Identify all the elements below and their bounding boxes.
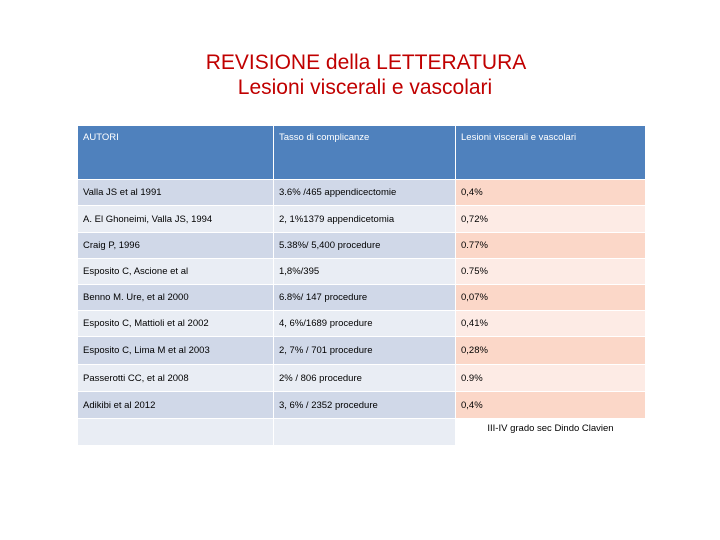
footer-empty-cell xyxy=(78,419,274,446)
lesion-rate-cell: 0,28% xyxy=(456,337,646,365)
author-cell: Craig P, 1996 xyxy=(78,233,274,259)
complication-rate-cell: 2, 7% / 701 procedure xyxy=(274,337,456,365)
complication-rate-cell: 2, 1%1379 appendicetomia xyxy=(274,206,456,233)
lesion-rate-cell: 0.9% xyxy=(456,365,646,392)
complication-rate-cell: 4, 6%/1689 procedure xyxy=(274,311,456,337)
author-cell: Passerotti CC, et al 2008 xyxy=(78,365,274,392)
table-row xyxy=(78,311,646,337)
header-complication-rate: Tasso di complicanze xyxy=(274,126,456,180)
complication-rate-cell: 5.38%/ 5,400 procedure xyxy=(274,233,456,259)
table-row xyxy=(78,233,646,259)
footer-empty-cell xyxy=(274,419,456,446)
lesion-rate-cell: 0.77% xyxy=(456,233,646,259)
slide-subtitle: Lesioni viscerali e vascolari xyxy=(237,76,493,99)
footer-note-cell: III-IV grado sec Dindo Clavien xyxy=(456,419,646,446)
author-cell: Esposito C, Ascione et al xyxy=(78,259,274,285)
author-cell: Benno M. Ure, et al 2000 xyxy=(78,285,274,311)
table-footer-row xyxy=(78,419,646,446)
author-cell: Valla JS et al 1991 xyxy=(78,180,274,206)
lesion-rate-cell: 0,4% xyxy=(456,392,646,419)
table-row xyxy=(78,337,646,365)
complication-rate-cell: 2% / 806 procedure xyxy=(274,365,456,392)
lesion-rate-cell: 0,07% xyxy=(456,285,646,311)
table-row xyxy=(78,206,646,233)
complication-rate-cell: 3.6% /465 appendicectomie xyxy=(274,180,456,206)
lesion-rate-cell: 0.75% xyxy=(456,259,646,285)
table-header-row xyxy=(78,126,646,180)
table-row xyxy=(78,259,646,285)
literature-table xyxy=(77,125,646,446)
table-row xyxy=(78,180,646,206)
lesion-rate-cell: 0,41% xyxy=(456,311,646,337)
lesion-rate-cell: 0,4% xyxy=(456,180,646,206)
header-lesions: Lesioni viscerali e vascolari xyxy=(456,126,646,180)
table-row xyxy=(78,365,646,392)
table-row xyxy=(78,392,646,419)
author-cell: Esposito C, Lima M et al 2003 xyxy=(78,337,274,365)
author-cell: Esposito C, Mattioli et al 2002 xyxy=(78,311,274,337)
header-authors: AUTORI xyxy=(78,126,274,180)
complication-rate-cell: 6.8%/ 147 procedure xyxy=(274,285,456,311)
author-cell: Adikibi et al 2012 xyxy=(78,392,274,419)
complication-rate-cell: 1,8%/395 xyxy=(274,259,456,285)
lesion-rate-cell: 0,72% xyxy=(456,206,646,233)
author-cell: A. El Ghoneimi, Valla JS, 1994 xyxy=(78,206,274,233)
slide-title: REVISIONE della LETTERATURA xyxy=(205,51,527,74)
table-row xyxy=(78,285,646,311)
complication-rate-cell: 3, 6% / 2352 procedure xyxy=(274,392,456,419)
